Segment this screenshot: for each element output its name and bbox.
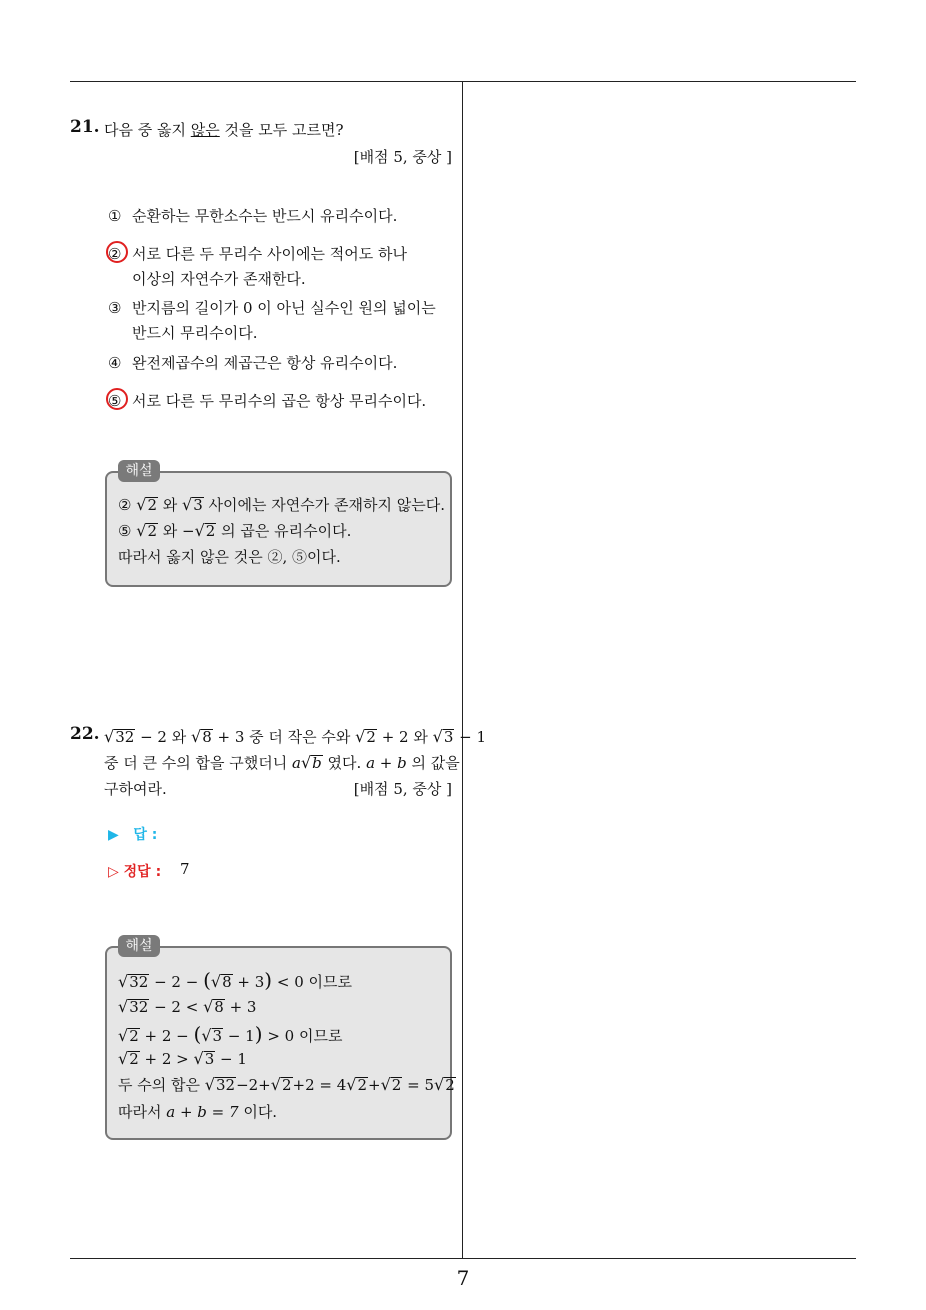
sqrt-symbol: √	[432, 727, 443, 746]
solution-text: 두 수의 합은	[118, 1076, 205, 1094]
question-21-meta: [배점 5, 중상 ]	[353, 148, 452, 166]
radicand: 2	[281, 1076, 292, 1094]
solution-text: 사이에는 자연수가 존재하지 않는다.	[203, 496, 445, 514]
choice-2[interactable]	[108, 243, 407, 264]
correct-answer-label: 정답 :	[123, 864, 162, 880]
top-rule	[70, 81, 856, 82]
radicand: 3	[193, 496, 203, 514]
left-paren: (	[203, 968, 211, 992]
sqrt-symbol: √	[270, 1075, 281, 1094]
solution-text: −2+	[236, 1076, 271, 1094]
prompt-text: 였다.	[322, 754, 367, 772]
sqrt-symbol: √	[118, 997, 129, 1016]
solution-text: − 2 <	[149, 998, 204, 1016]
choice-5[interactable]	[108, 390, 426, 411]
sqrt-symbol: √	[136, 495, 147, 514]
prompt-text: − 1	[454, 728, 487, 746]
question-22-meta: [배점 5, 중상 ]	[353, 780, 452, 798]
variable-a: a	[292, 754, 301, 772]
solution-22-line-5	[118, 1074, 456, 1095]
solution-mark: ⑤	[118, 522, 132, 540]
question-22-line-2	[104, 752, 460, 773]
solution-text: +	[368, 1076, 381, 1094]
sqrt-symbol: √	[118, 1026, 129, 1045]
question-22-line-3: 구하여라.	[104, 780, 167, 798]
radicand: 2	[129, 1027, 139, 1045]
radicand: 2	[357, 1076, 368, 1094]
solution-text: 와 −	[157, 522, 195, 540]
sqrt-symbol: √	[210, 972, 222, 991]
solution-text: − 2 −	[149, 973, 204, 991]
radicand: 32	[115, 728, 135, 746]
right-paren: )	[264, 968, 273, 992]
outline-arrow-icon: ▷	[108, 864, 119, 880]
radicand: 32	[215, 1076, 236, 1094]
solution-text: + 2 −	[139, 1027, 194, 1045]
prompt-underlined: 않은	[190, 121, 220, 139]
radicand: 2	[147, 496, 157, 514]
solution-text: + 2 >	[139, 1050, 194, 1068]
sqrt-symbol: √	[182, 495, 193, 514]
choice-1[interactable]	[108, 205, 397, 226]
sqrt-symbol: √	[104, 727, 115, 746]
prompt-text: 것을 모두 고르면?	[219, 121, 344, 139]
sqrt-symbol: √	[203, 997, 214, 1016]
sqrt-symbol: √	[346, 1075, 357, 1094]
radicand: 32	[129, 973, 149, 991]
prompt-text: − 2 와	[135, 728, 191, 746]
sqrt-symbol: √	[193, 1049, 204, 1068]
sqrt-symbol: √	[118, 972, 129, 991]
solution-text: 따라서	[118, 1103, 167, 1121]
radicand: b	[312, 754, 322, 772]
question-22-line-1	[104, 726, 486, 747]
solution-text: < 0 이므로	[272, 973, 352, 991]
solution-text: − 1	[223, 1027, 255, 1045]
question-21-number: 21.	[70, 117, 100, 137]
radicand: 2	[129, 1050, 139, 1068]
radicand: 2	[445, 1076, 455, 1094]
solution-21-line-1	[118, 494, 445, 515]
sqrt-symbol: √	[190, 727, 202, 746]
prompt-text: + 3 중 더 작은 수와	[212, 728, 356, 746]
sqrt-symbol: √	[194, 521, 205, 540]
radicand: 2	[391, 1076, 402, 1094]
expression: a + b	[366, 754, 407, 772]
sqrt-symbol: √	[118, 1049, 129, 1068]
choice-text: 순환하는 무한소수는 반드시 유리수이다.	[132, 207, 398, 225]
left-paren: (	[193, 1022, 202, 1046]
prompt-text: 의 값을	[406, 754, 460, 772]
solution-22-line-1	[118, 968, 352, 992]
radicand: 2	[366, 728, 376, 746]
choice-mark: ②	[108, 245, 122, 263]
radicand: 2	[205, 522, 216, 540]
radicand: 8	[214, 998, 224, 1016]
column-divider	[462, 82, 463, 1258]
answer-field[interactable]	[108, 824, 157, 844]
solution-22-line-6	[118, 1101, 277, 1122]
solution-text: 의 곱은 유리수이다.	[216, 522, 352, 540]
choice-text: 반지름의 길이가 0 이 아닌 실수인 원의 넓이는	[132, 299, 436, 317]
solution-tab-21: 해설	[118, 460, 160, 482]
solution-text: > 0 이므로	[262, 1027, 343, 1045]
sqrt-symbol: √	[300, 753, 312, 772]
radicand: 3	[204, 1050, 215, 1068]
choice-mark: ④	[108, 354, 122, 372]
solution-text: = 5	[402, 1076, 434, 1094]
solution-22-line-4	[118, 1049, 247, 1068]
sqrt-symbol: √	[201, 1026, 212, 1045]
radicand: 8	[202, 728, 212, 746]
sqrt-symbol: √	[380, 1075, 391, 1094]
page-number: 7	[456, 1266, 470, 1290]
play-arrow-icon: ▶	[108, 827, 119, 843]
solution-text: + 3	[224, 998, 257, 1016]
solution-text: − 1	[215, 1050, 247, 1068]
solution-text: 와	[157, 496, 183, 514]
sqrt-symbol: √	[136, 521, 147, 540]
choice-text: 서로 다른 두 무리수 사이에는 적어도 하나	[132, 245, 407, 263]
expression: a + b = 7	[166, 1103, 239, 1121]
solution-22-line-2	[118, 997, 256, 1016]
answer-label: 답 :	[133, 827, 158, 843]
choice-2-continued: 이상의 자연수가 존재한다.	[132, 270, 306, 288]
solution-21-line-2	[118, 520, 351, 541]
choice-text: 서로 다른 두 무리수의 곱은 항상 무리수이다.	[132, 392, 427, 410]
radicand: 32	[129, 998, 149, 1016]
sqrt-symbol: √	[434, 1075, 445, 1094]
solution-22-line-3	[118, 1022, 342, 1046]
choice-3-continued: 반드시 무리수이다.	[132, 324, 258, 342]
choice-4[interactable]	[108, 352, 397, 373]
choice-3[interactable]	[108, 297, 436, 318]
correct-answer	[108, 861, 161, 881]
radicand: 3	[212, 1027, 223, 1045]
right-paren: )	[254, 1022, 263, 1046]
choice-text: 완전제곱수의 제곱근은 항상 유리수이다.	[132, 354, 398, 372]
radicand: 3	[443, 728, 454, 746]
correct-answer-value: 7	[180, 860, 190, 878]
solution-tab-22: 해설	[118, 935, 160, 957]
solution-mark: ②	[118, 496, 132, 514]
radicand: 2	[147, 522, 157, 540]
prompt-text: 다음 중 옳지	[104, 121, 191, 139]
choice-mark: ③	[108, 299, 122, 317]
radicand: 8	[222, 973, 232, 991]
question-22-number: 22.	[70, 724, 100, 744]
solution-21-line-3: 따라서 옳지 않은 것은 ②, ⑤이다.	[118, 548, 341, 566]
prompt-text: 중 더 큰 수의 합을 구했더니	[104, 754, 292, 772]
question-21-prompt	[104, 119, 344, 140]
solution-text: + 3	[232, 973, 265, 991]
solution-text: 이다.	[238, 1103, 278, 1121]
choice-mark: ⑤	[108, 392, 122, 410]
prompt-text: + 2 와	[376, 728, 433, 746]
bottom-rule	[70, 1258, 856, 1259]
sqrt-symbol: √	[204, 1075, 215, 1094]
solution-text: +2 = 4	[292, 1076, 347, 1094]
choice-mark: ①	[108, 207, 122, 225]
sqrt-symbol: √	[355, 727, 366, 746]
